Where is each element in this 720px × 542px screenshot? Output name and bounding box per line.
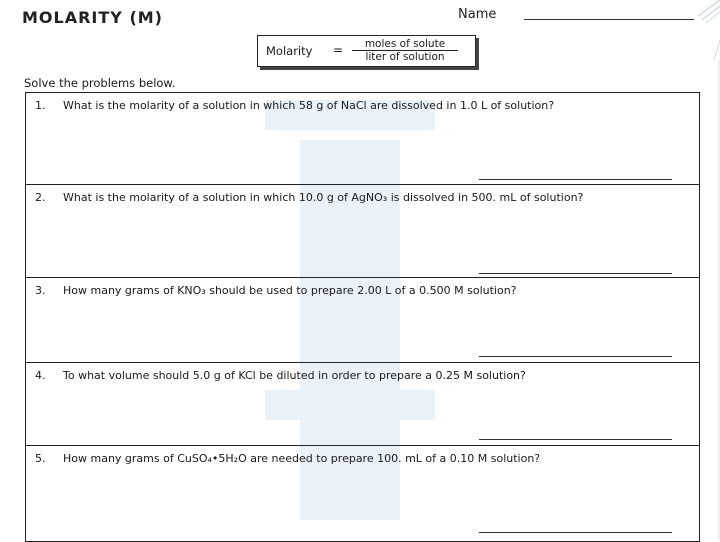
formula-fraction xyxy=(352,38,458,63)
problem-text: How many grams of KNO₃ should be used to prepare 2.00 L of a 0.500 M solution? xyxy=(63,284,517,297)
problem-box-1 xyxy=(25,92,700,185)
problem-box-4 xyxy=(25,362,700,446)
problem-number: 2. xyxy=(35,191,46,204)
problem-text: What is the molarity of a solution in which 10.0 g of AgNO₃ is dissolved in 500. mL of solution? xyxy=(63,191,584,204)
formula-label: Molarity xyxy=(266,44,313,58)
worksheet-title: MOLARITY (M) xyxy=(22,8,163,27)
problem-text: How many grams of CuSO₄•5H₂O are needed to prepare 100. mL of a 0.10 M solution? xyxy=(63,452,541,465)
page-edge-decoration xyxy=(694,0,720,540)
name-field-line[interactable] xyxy=(524,19,694,20)
molarity-formula-box xyxy=(257,35,476,67)
answer-line[interactable] xyxy=(479,439,672,440)
formula-denominator: liter of solution xyxy=(365,51,445,63)
formula-equals: = xyxy=(333,43,344,57)
problem-text: What is the molarity of a solution in which 58 g of NaCl are dissolved in 1.0 L of solution? xyxy=(63,99,555,112)
answer-line[interactable] xyxy=(479,356,672,357)
name-label: Name xyxy=(458,7,497,22)
problem-number: 1. xyxy=(35,99,46,112)
problem-number: 4. xyxy=(35,369,46,382)
problem-number: 5. xyxy=(35,452,46,465)
answer-line[interactable] xyxy=(479,179,672,180)
problem-number: 3. xyxy=(35,284,46,297)
problem-box-2 xyxy=(25,184,700,278)
answer-line[interactable] xyxy=(479,273,672,274)
problem-text: To what volume should 5.0 g of KCl be diluted in order to prepare a 0.25 M solution? xyxy=(63,369,526,382)
problem-box-3 xyxy=(25,277,700,363)
instructions-text: Solve the problems below. xyxy=(24,76,176,90)
answer-line[interactable] xyxy=(479,532,672,533)
problem-box-5 xyxy=(25,445,700,542)
formula-numerator: moles of solute xyxy=(352,38,458,51)
